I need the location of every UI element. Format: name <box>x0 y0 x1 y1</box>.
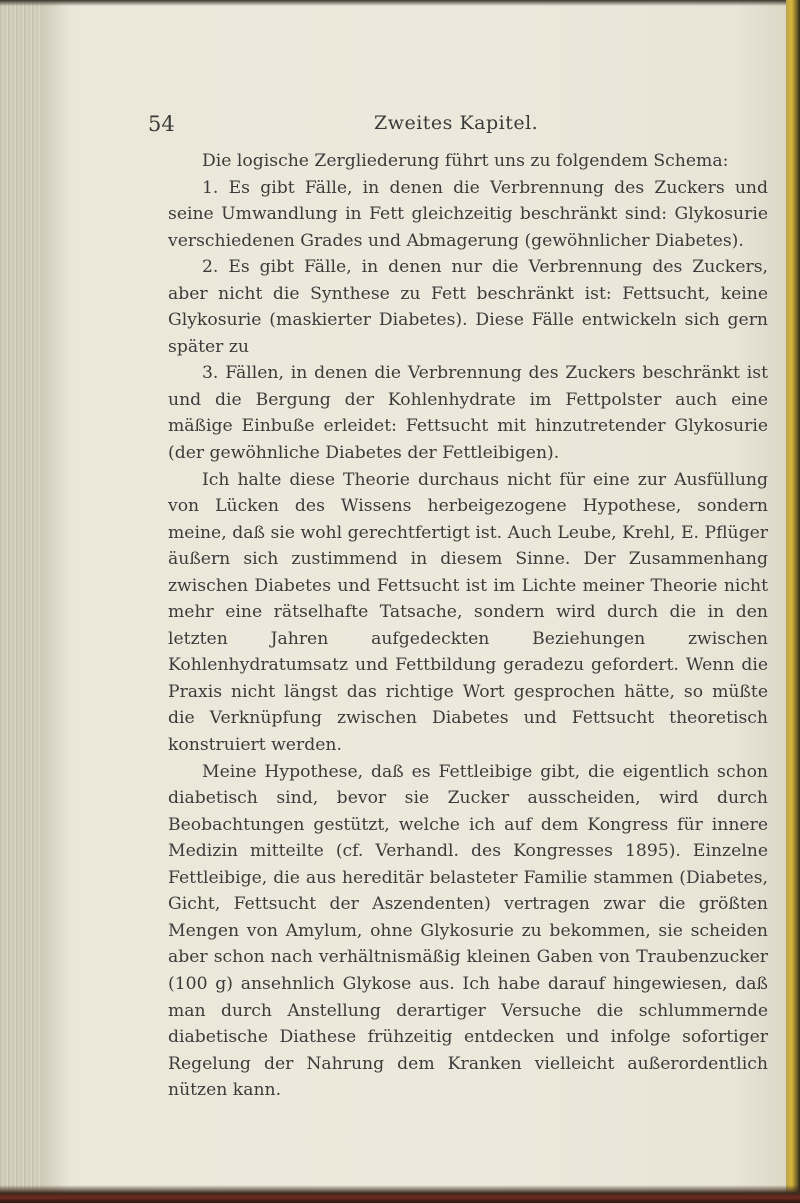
right-page-edge <box>786 0 800 1203</box>
paragraph-case-2: 2. Es gibt Fälle, in denen nur die Verbrennung des Zuckers, aber nicht die Synthese zu Fett beschränkt ist: Fettsucht, keine Glykosurie (maskierter Diabetes). Diese Fälle entwickeln sich gern später zu <box>168 257 768 357</box>
top-page-edge <box>0 0 800 6</box>
paragraph-theory: Ich halte diese Theorie durchaus nicht für eine zur Ausfüllung von Lücken des Wissens herbeigezogene Hypothese, sondern meine, daß sie wohl gerechtfertigt ist. Auch Leube, Krehl, E. Pflüger äußern sich zustimmend in diesem Sinne. Der Zusammenhang zwischen Diabetes und Fettsucht ist im Lichte meiner Theorie nicht mehr eine rätselhafte Tatsache, sondern wird durch die in den letzten Jahren aufgedeckten Beziehungen zwischen Kohlenhydratumsatz und Fettbildung geradezu gefordert. Wenn die Praxis nicht längst das richtige Wort gesprochen hätte, so müßte die Verknüpfung zwischen Diabetes und Fettsucht theoretisch konstruiert werden. <box>168 469 768 756</box>
gutter-shadow <box>40 0 70 1203</box>
body-text <box>168 148 768 1104</box>
paragraph-intro: Die logische Zergliederung führt uns zu folgendem Schema: <box>202 151 729 171</box>
paragraph-case-1: 1. Es gibt Fälle, in denen die Verbrennung des Zuckers und seine Umwandlung in Fett gleichzeitig beschränkt sind: Glykosurie verschiedenen Grades und Abmagerung (gewöhnlicher Diabetes). <box>168 177 768 251</box>
running-head: Zweites Kapitel. <box>374 112 539 134</box>
paragraph-hypothesis: Meine Hypothese, daß es Fettleibige gibt, die eigentlich schon diabetisch sind, bevor sie Zucker ausscheiden, wird durch Beobachtungen gestützt, welche ich auf dem Kongress für innere Medizin mitteilte (cf. Verhandl. des Kongresses 1895). Einzelne Fettleibige, die aus hereditär belasteter Familie stammen (Diabetes, Gicht, Fettsucht der Aszendenten) vertragen zwar die größten Mengen von Amylum, ohne Glykosurie zu bekommen, sie scheiden aber schon nach verhältnismäßig kleinen Gaben von Traubenzucker (100 g) ansehnlich Glykose aus. Ich habe darauf hingewiesen, daß man durch Anstellung derartiger Versuche die schlummernde diabetische Diathese frühzeitig entdecken und infolge sofortiger Regelung der Nahrung dem Kranken vielleicht außerordentlich nützen kann. <box>168 761 768 1101</box>
binding-gutter <box>0 0 40 1203</box>
page-header <box>148 112 668 142</box>
page-number: 54 <box>148 112 175 136</box>
bottom-page-edge <box>0 1185 800 1203</box>
paragraph-case-3: 3. Fällen, in denen die Verbrennung des Zuckers beschränkt ist und die Bergung der Kohlenhydrate im Fettpolster auch eine mäßige Einbuße erleidet: Fettsucht mit hinzutretender Glykosurie (der gewöhnliche Diabetes der Fettleibigen). <box>168 363 768 464</box>
